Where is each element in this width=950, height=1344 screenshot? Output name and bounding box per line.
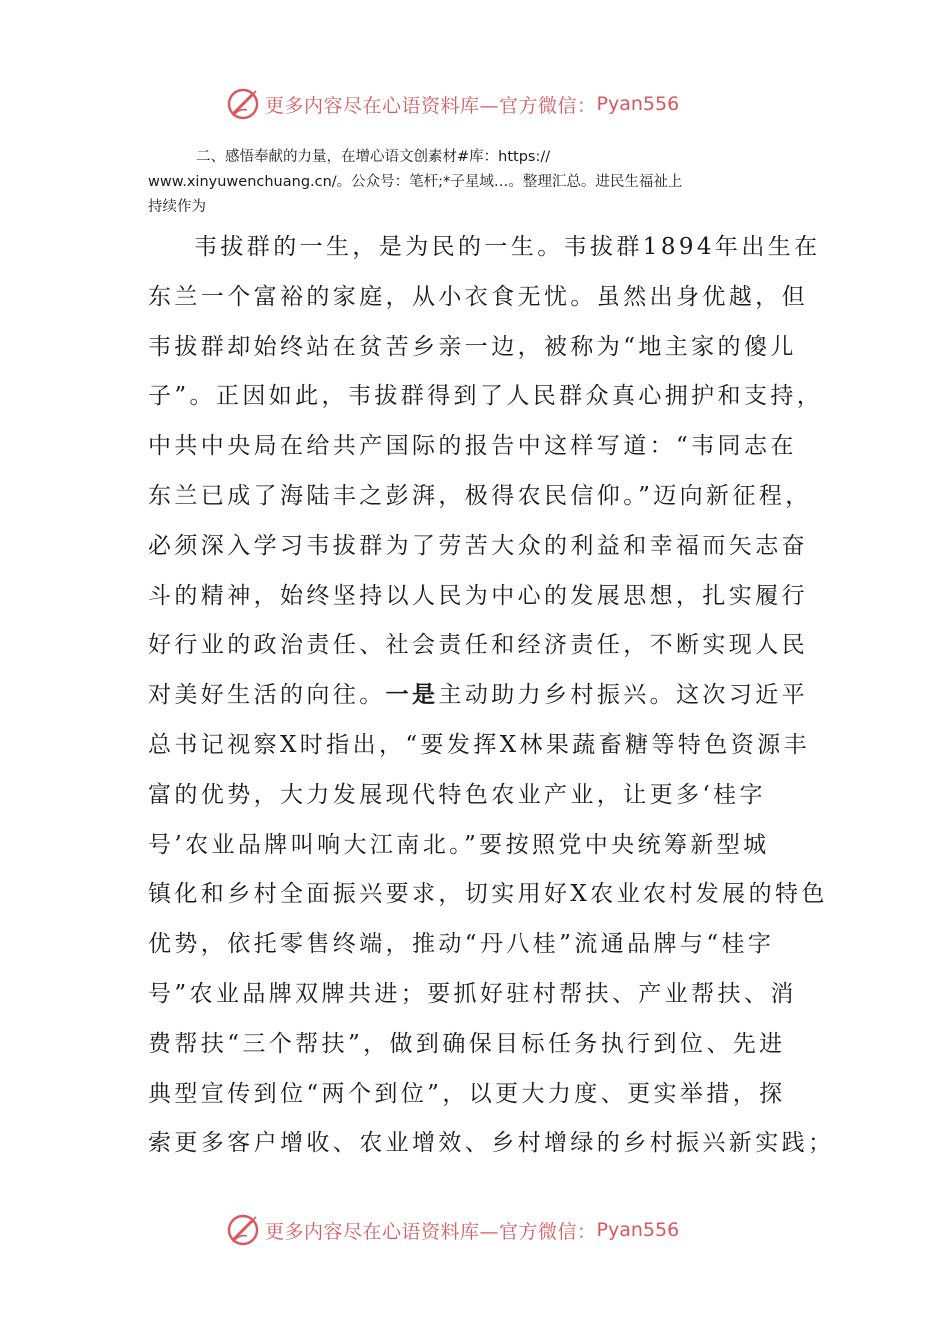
pen-logo-icon bbox=[225, 1212, 261, 1248]
intro-line-1: 二、感悟奉献的力量，在增心语文创素材#库：https:// bbox=[196, 149, 551, 165]
paragraph-line: 镇化和乡村全面振兴要求，切实用好X农业农村发展的特色 bbox=[148, 881, 828, 908]
intro-heading bbox=[148, 145, 818, 220]
paragraph-line: 韦拔群却始终站在贫苦乡亲一边，被称为“地主家的傻儿 bbox=[148, 333, 797, 360]
paragraph-line: 号’农业品牌叫响大江南北。”要按照党中央统筹新型城 bbox=[148, 831, 770, 858]
paragraph-line: 必须深入学习韦拔群为了劳苦大众的利益和幸福而矢志奋 bbox=[148, 532, 808, 559]
paragraph-line: 好行业的政治责任、社会责任和经济责任，不断实现人民 bbox=[148, 632, 808, 659]
paragraph-line: 索更多客户增收、农业增效、乡村增绿的乡村振兴新实践； bbox=[148, 1130, 835, 1157]
paragraph-line: 斗的精神，始终坚持以人民为中心的发展思想，扎实履行 bbox=[148, 582, 808, 609]
header-banner-text: 更多内容尽在心语资料库—官方微信： bbox=[265, 94, 597, 117]
paragraph-line: 号”农业品牌双牌共进；要抓好驻村帮扶、产业帮扶、消 bbox=[148, 980, 797, 1007]
footer-banner bbox=[225, 1210, 745, 1250]
intro-line-3: 持续作为 bbox=[148, 199, 206, 215]
line-text-pre: 对美好生活的向往。 bbox=[148, 682, 386, 709]
paragraph-line: 总书记视察X时指出，“要发挥X林果蔬畜糖等特色资源丰 bbox=[148, 731, 810, 758]
line-text-post: 主动助力乡村振兴。这次习近平 bbox=[438, 682, 809, 709]
paragraph-line: 中共中央局在给共产国际的报告中这样写道：“韦同志在 bbox=[148, 433, 797, 460]
paragraph-line: 东兰已成了海陆丰之彭湃，极得农民信仰。”迈向新征程， bbox=[148, 482, 812, 509]
paragraph-line: 优势，依托零售终端，推动“丹八桂”流通品牌与“桂字 bbox=[148, 931, 775, 958]
paragraph-line: 子”。正因如此，韦拔群得到了人民群众真心拥护和支持， bbox=[148, 383, 824, 410]
header-banner bbox=[225, 84, 745, 124]
footer-banner-id: Pyan556 bbox=[596, 1219, 680, 1241]
header-banner-id: Pyan556 bbox=[596, 93, 680, 115]
paragraph-line: 富的优势，大力发展现代特色农业产业，让更多‘桂字 bbox=[148, 781, 766, 808]
bold-emphasis: 一是 bbox=[385, 682, 439, 709]
paragraph-line: 典型宣传到位“两个到位”，以更大力度、更实举措，探 bbox=[148, 1080, 786, 1107]
footer-banner-text: 更多内容尽在心语资料库—官方微信： bbox=[265, 1220, 597, 1243]
paragraph-line bbox=[148, 671, 828, 721]
intro-line-2: www.xinyuwenchuang.cn/。公众号：笔杆;*子星域…。整理汇总。进民生福祉上 bbox=[148, 174, 683, 190]
body-paragraph bbox=[148, 223, 835, 1169]
paragraph-line: 东兰一个富裕的家庭，从小衣食无忧。虽然出身优越，但 bbox=[148, 283, 808, 310]
paragraph-line: 韦拔群的一生，是为民的一生。韦拔群1894年出生在 bbox=[194, 234, 821, 260]
pen-logo-icon bbox=[225, 86, 261, 122]
paragraph-line: 费帮扶“三个帮扶”，做到确保目标任务执行到位、先进 bbox=[148, 1030, 786, 1057]
